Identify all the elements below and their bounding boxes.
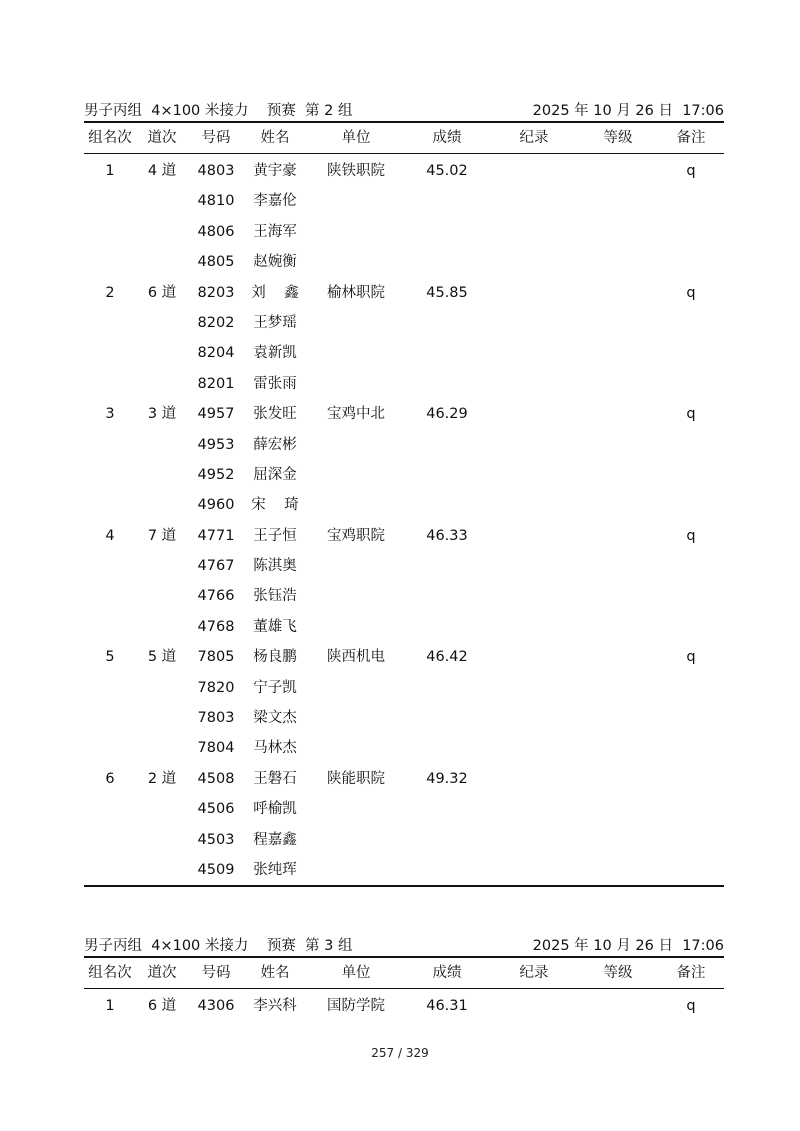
cell-name: 王梦瑶 bbox=[253, 314, 297, 331]
cell-name: 袁新凯 bbox=[253, 345, 297, 362]
cell-bib: 7805 bbox=[197, 649, 235, 666]
cell-bib: 4953 bbox=[197, 436, 235, 453]
cell-rank: 4 bbox=[105, 527, 115, 544]
table-row-member bbox=[84, 794, 724, 824]
cell-unit: 陕西机电 bbox=[327, 649, 385, 666]
cell-name: 黄宇豪 bbox=[253, 163, 297, 179]
cell-result: 46.31 bbox=[426, 998, 468, 1014]
cell-bib: 4768 bbox=[197, 618, 235, 635]
section-header bbox=[84, 99, 724, 121]
cell-name: 宋 琦 bbox=[251, 497, 299, 514]
cell-bib: 4957 bbox=[197, 406, 235, 423]
cell-name: 张纯珲 bbox=[253, 861, 297, 878]
results-table-body bbox=[84, 989, 724, 1021]
table-bottom-rule bbox=[84, 885, 724, 887]
table-row-team bbox=[84, 278, 724, 308]
table-row-member bbox=[84, 733, 724, 763]
table-row-member bbox=[84, 673, 724, 703]
cell-name: 王海军 bbox=[253, 223, 297, 240]
cell-lane: 5 道 bbox=[147, 649, 177, 666]
cell-name: 杨良鹏 bbox=[253, 649, 297, 666]
result-section-group-2 bbox=[84, 99, 724, 887]
cell-unit: 宝鸡职院 bbox=[327, 527, 385, 544]
cell-note: q bbox=[686, 998, 696, 1014]
cell-name: 李兴科 bbox=[253, 998, 297, 1014]
cell-note: q bbox=[686, 649, 696, 666]
cell-rank: 3 bbox=[105, 406, 115, 423]
cell-note: q bbox=[686, 284, 696, 301]
column-header-name: 姓名 bbox=[260, 965, 290, 981]
cell-result: 46.42 bbox=[426, 649, 468, 666]
cell-lane: 6 道 bbox=[147, 284, 177, 301]
table-row-member bbox=[84, 369, 724, 399]
cell-bib: 4503 bbox=[197, 831, 235, 848]
table-row-member bbox=[84, 338, 724, 368]
column-header-row bbox=[84, 123, 724, 153]
table-row-member bbox=[84, 217, 724, 247]
section-datetime: 2025 年 10 月 26 日 17:06 bbox=[532, 938, 724, 954]
column-header-rank: 组名次 bbox=[88, 130, 132, 146]
cell-bib: 8203 bbox=[197, 284, 235, 301]
column-header-grade: 等级 bbox=[603, 965, 633, 981]
table-row-member bbox=[84, 551, 724, 581]
cell-lane: 3 道 bbox=[147, 406, 177, 423]
column-header-note: 备注 bbox=[676, 130, 706, 146]
column-header-bib: 号码 bbox=[201, 130, 231, 146]
cell-rank: 1 bbox=[105, 163, 115, 179]
section-title: 男子丙组 4×100 米接力 预赛 第 3 组 bbox=[84, 938, 353, 954]
cell-name: 赵婉衡 bbox=[253, 254, 297, 271]
column-header-note: 备注 bbox=[676, 965, 706, 981]
table-row-team bbox=[84, 991, 724, 1021]
cell-rank: 1 bbox=[105, 998, 115, 1014]
cell-bib: 4508 bbox=[197, 770, 235, 787]
cell-bib: 4767 bbox=[197, 558, 235, 575]
column-header-unit: 单位 bbox=[341, 965, 371, 981]
cell-bib: 4506 bbox=[197, 801, 235, 818]
cell-name: 张钰浩 bbox=[253, 588, 297, 605]
table-row-member bbox=[84, 612, 724, 642]
cell-name: 宁子凯 bbox=[253, 679, 297, 696]
cell-bib: 4766 bbox=[197, 588, 235, 605]
table-row-team bbox=[84, 156, 724, 186]
cell-note: q bbox=[686, 406, 696, 423]
cell-name: 董雄飞 bbox=[253, 618, 297, 635]
cell-name: 王子恒 bbox=[253, 527, 297, 544]
table-row-team bbox=[84, 399, 724, 429]
table-row-team bbox=[84, 521, 724, 551]
cell-lane: 6 道 bbox=[147, 998, 177, 1014]
table-row-team bbox=[84, 642, 724, 672]
cell-bib: 4306 bbox=[197, 998, 235, 1014]
table-row-member bbox=[84, 825, 724, 855]
column-header-record: 纪录 bbox=[519, 965, 549, 981]
cell-name: 陈淇奥 bbox=[253, 558, 297, 575]
cell-bib: 8202 bbox=[197, 314, 235, 331]
cell-bib: 4806 bbox=[197, 223, 235, 240]
column-header-lane: 道次 bbox=[147, 965, 177, 981]
column-header-bib: 号码 bbox=[201, 965, 231, 981]
column-header-unit: 单位 bbox=[341, 130, 371, 146]
section-header bbox=[84, 934, 724, 956]
cell-name: 梁文杰 bbox=[253, 710, 297, 727]
cell-result: 49.32 bbox=[426, 770, 468, 787]
section-datetime: 2025 年 10 月 26 日 17:06 bbox=[532, 103, 724, 119]
table-row-team bbox=[84, 764, 724, 794]
cell-unit: 国防学院 bbox=[327, 998, 385, 1014]
cell-bib: 4960 bbox=[197, 497, 235, 514]
cell-unit: 榆林职院 bbox=[327, 284, 385, 301]
cell-bib: 4952 bbox=[197, 466, 235, 483]
cell-unit: 陕铁职院 bbox=[327, 163, 385, 179]
cell-bib: 7804 bbox=[197, 740, 235, 757]
cell-bib: 4805 bbox=[197, 254, 235, 271]
cell-result: 45.85 bbox=[426, 284, 468, 301]
table-row-member bbox=[84, 460, 724, 490]
cell-note: q bbox=[686, 163, 696, 179]
table-row-member bbox=[84, 247, 724, 277]
cell-lane: 7 道 bbox=[147, 527, 177, 544]
cell-bib: 7820 bbox=[197, 679, 235, 696]
cell-rank: 6 bbox=[105, 770, 115, 787]
table-row-member bbox=[84, 703, 724, 733]
cell-result: 46.33 bbox=[426, 527, 468, 544]
cell-result: 46.29 bbox=[426, 406, 468, 423]
cell-name: 雷张雨 bbox=[253, 375, 297, 392]
cell-bib: 4810 bbox=[197, 193, 235, 210]
column-header-lane: 道次 bbox=[147, 130, 177, 146]
cell-bib: 4509 bbox=[197, 861, 235, 878]
column-header-name: 姓名 bbox=[260, 130, 290, 146]
column-header-result: 成绩 bbox=[432, 965, 462, 981]
cell-name: 马林杰 bbox=[253, 740, 297, 757]
cell-name: 李嘉伦 bbox=[253, 193, 297, 210]
cell-bib: 4803 bbox=[197, 163, 235, 179]
cell-lane: 2 道 bbox=[147, 770, 177, 787]
cell-rank: 5 bbox=[105, 649, 115, 666]
table-row-member bbox=[84, 581, 724, 611]
cell-bib: 7803 bbox=[197, 710, 235, 727]
cell-name: 王磐石 bbox=[253, 770, 297, 787]
cell-name: 程嘉鑫 bbox=[253, 831, 297, 848]
cell-unit: 陕能职院 bbox=[327, 770, 385, 787]
page-number: 257 / 329 bbox=[371, 1046, 429, 1060]
cell-bib: 4771 bbox=[197, 527, 235, 544]
table-row-member bbox=[84, 308, 724, 338]
table-row-member bbox=[84, 490, 724, 520]
column-header-rank: 组名次 bbox=[88, 965, 132, 981]
section-title: 男子丙组 4×100 米接力 预赛 第 2 组 bbox=[84, 103, 353, 119]
cell-name: 薛宏彬 bbox=[253, 436, 297, 453]
table-row-member bbox=[84, 430, 724, 460]
column-header-record: 纪录 bbox=[519, 130, 549, 146]
cell-bib: 8204 bbox=[197, 345, 235, 362]
results-table-body bbox=[84, 154, 724, 885]
column-header-grade: 等级 bbox=[603, 130, 633, 146]
cell-name: 呼榆凯 bbox=[253, 801, 297, 818]
cell-result: 45.02 bbox=[426, 163, 468, 179]
cell-unit: 宝鸡中北 bbox=[327, 406, 385, 423]
result-section-group-3 bbox=[84, 934, 724, 1021]
table-row-member bbox=[84, 186, 724, 216]
cell-rank: 2 bbox=[105, 284, 115, 301]
column-header-row bbox=[84, 958, 724, 988]
table-row-member bbox=[84, 855, 724, 885]
column-header-result: 成绩 bbox=[432, 130, 462, 146]
cell-name: 屈深金 bbox=[253, 466, 297, 483]
cell-bib: 8201 bbox=[197, 375, 235, 392]
cell-name: 张发旺 bbox=[253, 406, 297, 423]
cell-lane: 4 道 bbox=[147, 163, 177, 179]
cell-note: q bbox=[686, 527, 696, 544]
cell-name: 刘 鑫 bbox=[251, 284, 299, 301]
